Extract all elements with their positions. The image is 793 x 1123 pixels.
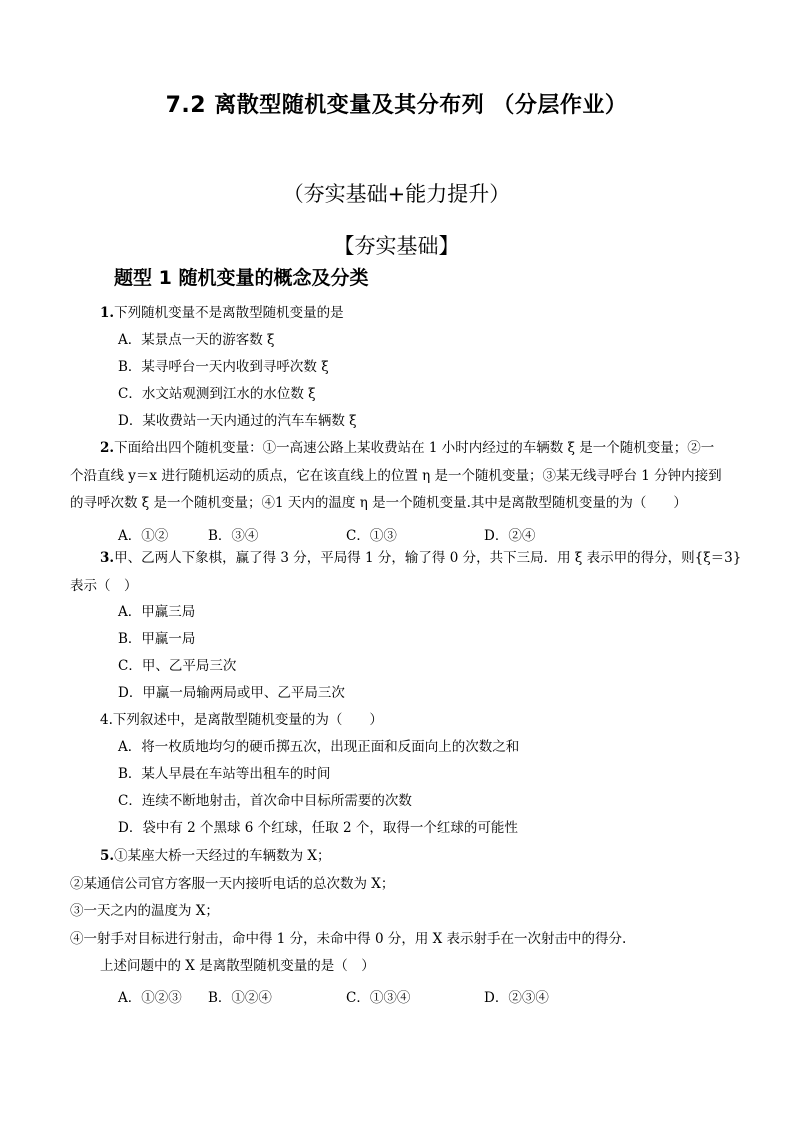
question-2-line-3: 的寻呼次数 ξ 是一个随机变量；④1 天内的温度 η 是一个随机变量.其中是离散型随机变量的为（ ） (70, 495, 687, 511)
question-5 (70, 843, 730, 981)
question-type-heading: 题型 1 随机变量的概念及分类 (114, 267, 369, 289)
question-2-text-1: 下面给出四个随机变量：①一高速公路上某收费站在 1 小时内经过的车辆数 ξ 是一个随机变量；②一 (114, 440, 715, 456)
page-title: 7.2 离散型随机变量及其分布列 （分层作业） (165, 93, 628, 118)
question-2 (70, 435, 730, 518)
question-2-line-1 (70, 435, 730, 463)
question-1-option-a: A．某景点一天的游客数 ξ (118, 332, 275, 348)
question-2-options (118, 524, 578, 544)
question-4-option-b: B．某人早晨在车站等出租车的时间 (118, 766, 331, 782)
question-3-option-b: B．甲赢一局 (118, 631, 196, 647)
section-heading: 【夯实基础】 (333, 234, 460, 258)
question-3-text-1: 甲、乙两人下象棋，赢了得 3 分，平局得 1 分，输了得 0 分，共下三局．用 ξ 表示甲的得分，则{ξ＝3} (114, 550, 742, 566)
question-1-option-c: C．水文站观测到江水的水位数 ξ (118, 386, 316, 402)
question-5-options (118, 986, 578, 1006)
question-5-line-5: 上述问题中的 X 是离散型随机变量的是（ ） (100, 958, 375, 974)
question-1-option-d: D．某收费站一天内通过的汽车车辆数 ξ (118, 413, 357, 429)
question-2-option-d: D．②④ (484, 528, 536, 544)
question-4-number: 4. (100, 712, 113, 728)
question-1-option-b: B．某寻呼台一天内收到寻呼次数 ξ (118, 359, 329, 375)
question-3-line-1 (70, 545, 742, 573)
question-5-line-3: ③一天之内的温度为 X； (70, 903, 219, 919)
question-1-stem (70, 300, 730, 328)
question-3 (70, 545, 742, 600)
question-5-option-d: D．②③④ (484, 990, 549, 1006)
question-1 (70, 300, 730, 328)
question-2-number: 2. (100, 440, 115, 456)
question-5-line-1 (70, 843, 730, 871)
question-3-option-c: C．甲、乙平局三次 (118, 658, 237, 674)
question-2-option-b: B．③④ (208, 528, 259, 544)
question-4-stem (70, 707, 730, 735)
question-5-line-2: ②某通信公司官方客服一天内接听电话的总次数为 X； (70, 875, 395, 892)
question-5-option-b: B．①②④ (208, 990, 272, 1006)
question-4-option-d: D．袋中有 2 个黑球 6 个红球，任取 2 个，取得一个红球的可能性 (118, 820, 518, 836)
question-5-option-a: A．①②③ (118, 990, 182, 1006)
question-3-line-2: 表示（ ） (70, 577, 138, 594)
question-4 (70, 707, 730, 735)
question-4-option-c: C．连续不断地射击，首次命中目标所需要的次数 (118, 793, 412, 809)
question-2-option-c: C．①③ (346, 528, 397, 544)
question-2-option-a: A．①② (118, 528, 169, 544)
question-4-text: 下列叙述中，是离散型随机变量的为（ ） (112, 712, 383, 728)
page-subtitle: （夯实基础+能力提升） (282, 182, 511, 206)
question-1-text: 下列随机变量不是离散型随机变量的是 (114, 305, 344, 321)
question-1-number: 1. (100, 305, 115, 321)
question-4-option-a: A．将一枚质地均匀的硬币掷五次，出现正面和反面向上的次数之和 (118, 739, 520, 755)
question-3-number: 3. (100, 550, 115, 566)
question-3-option-d: D．甲赢一局输两局或甲、乙平局三次 (118, 685, 345, 701)
question-5-option-c: C．①③④ (346, 990, 411, 1006)
question-2-line-2: 个沿直线 y＝x 进行随机运动的质点，它在该直线上的位置 η 是一个随机变量；③某无线寻呼台 1 分钟内接到 (70, 467, 722, 484)
question-5-text-1: ①某座大桥一天经过的车辆数为 X； (114, 848, 331, 864)
question-5-number: 5. (100, 848, 115, 864)
question-3-option-a: A．甲赢三局 (118, 604, 196, 620)
question-5-line-4: ④一射手对目标进行射击，命中得 1 分，未命中得 0 分，用 X 表示射手在一次射击中的得分. (70, 930, 627, 947)
